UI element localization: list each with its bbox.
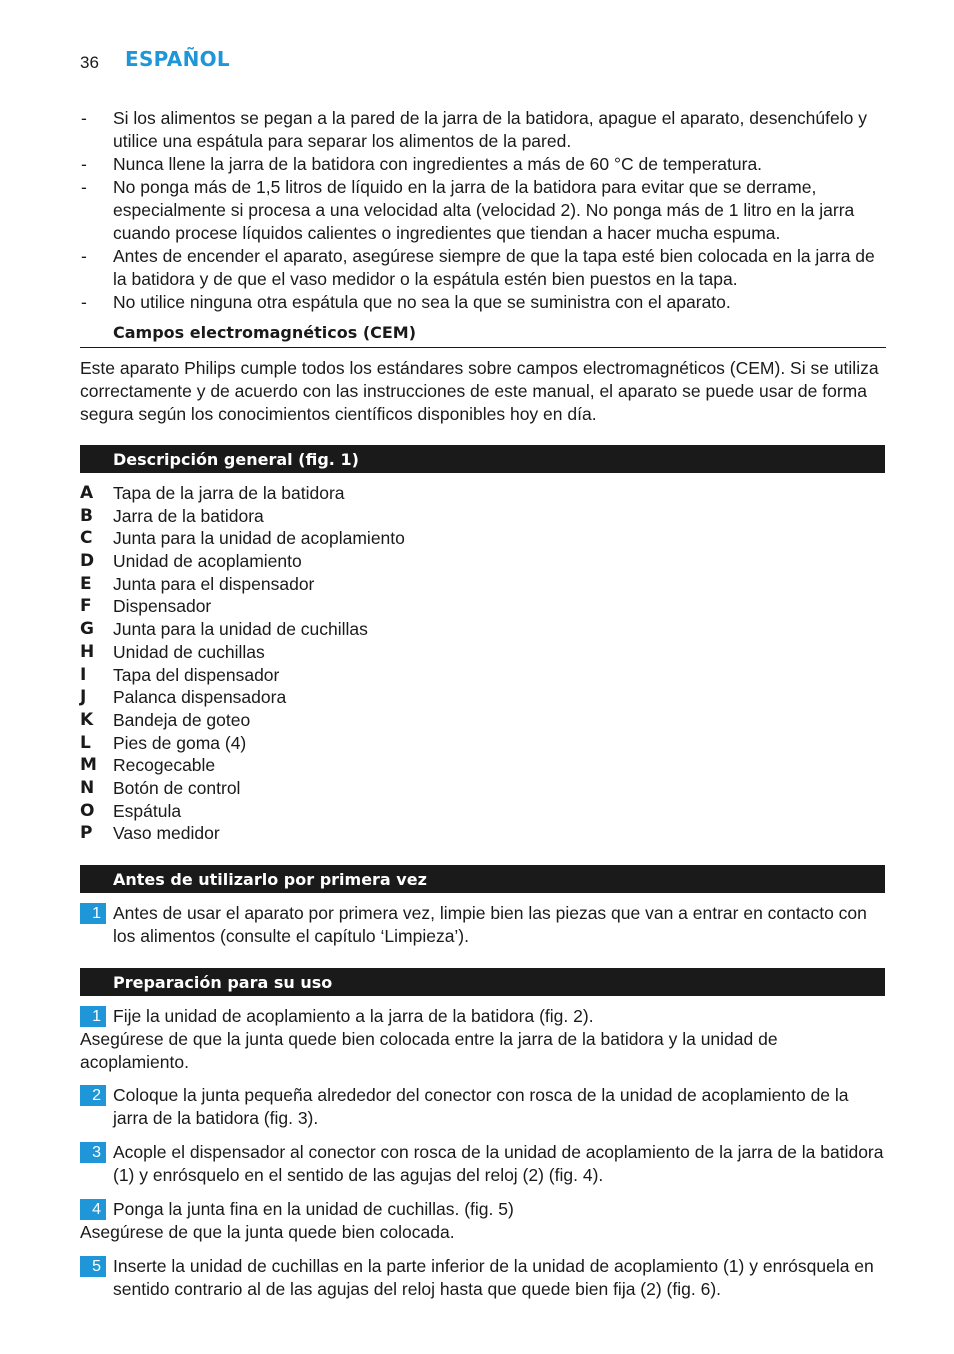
part-item: I Tapa del dispensador: [80, 664, 280, 685]
prep-step-2: 2 Coloque la junta pequeña alrededor del conector con rosca de la unidad de acoplamiento de la jarra de la batidora (fig. 3).: [80, 1084, 886, 1130]
step-number-badge: 1: [80, 1006, 106, 1027]
part-item: K Bandeja de goteo: [80, 709, 251, 730]
part-item: M Recogecable: [80, 755, 216, 776]
part-item: J Palanca dispensadora: [80, 687, 287, 708]
part-item: N Botón de control: [80, 777, 241, 798]
part-item: O Espátula: [80, 800, 182, 821]
step-number-badge: 3: [80, 1142, 106, 1163]
part-item: G Junta para la unidad de cuchillas: [80, 619, 368, 640]
prep-step-3: 3 Acople el dispensador al conector con rosca de la unidad de acoplamiento de la jarra de la batidora (1) y enrósquelo en el sentido de las agujas del reloj (2) (fig. 4).: [80, 1141, 886, 1187]
part-item: E Junta para el dispensador: [80, 573, 315, 594]
step-number-badge: 4: [80, 1199, 106, 1220]
emf-paragraph: Este aparato Philips cumple todos los estándares sobre campos electromagnéticos (CEM). Si se utiliza correctamente y de acuerdo con las instrucciones de este manual, el aparato se puede usar de forma segura según los conocimientos científicos disponibles hoy en día.: [80, 358, 879, 424]
step-note: Asegúrese de que la junta quede bien colocada.: [80, 1222, 455, 1242]
list-item: - Nunca llene la jarra de la batidora con ingredientes a más de 60 °C de temperatura.: [81, 154, 763, 174]
emf-heading: Campos electromagnéticos (CEM): [80, 321, 886, 348]
prep-step-4: 4 Ponga la junta fina en la unidad de cuchillas. (fig. 5) Asegúrese de que la junta quede bien colocada.: [80, 1198, 886, 1244]
section-heading-preparation: Preparación para su uso: [80, 968, 885, 996]
first-use-step-1: 1 Antes de usar el aparato por primera vez, limpie bien las piezas que van a entrar en contacto con los alimentos (consulte el capítulo ‘Limpieza’).: [80, 902, 886, 948]
step-number-badge: 2: [80, 1085, 106, 1106]
part-item: F Dispensador: [80, 596, 212, 617]
step-number-badge: 5: [80, 1256, 106, 1277]
list-item: - Antes de encender el aparato, asegúrese siempre de que la tapa esté bien colocada en la jarra de la batidora y de que el vaso medidor o la espátula estén bien puestos en la tapa.: [81, 246, 875, 289]
part-item: C Junta para la unidad de acoplamiento: [80, 528, 405, 549]
parts-list: [80, 482, 886, 845]
section-heading-first-use: Antes de utilizarlo por primera vez: [80, 865, 885, 893]
list-item: - No ponga más de 1,5 litros de líquido en la jarra de la batidora para evitar que se derrame, especialmente si procesa a una velocidad alta (velocidad 2). No ponga más de 1 litro en la jarra cuando procese líquidos calientes o ingredientes que tiendan a hacer mucha espuma.: [81, 177, 855, 243]
step-number-badge: 1: [80, 903, 106, 924]
part-item: L Pies de goma (4): [80, 732, 247, 753]
list-item: - Si los alimentos se pegan a la pared de la jarra de la batidora, apague el aparato, desenchúfelo y utilice una espátula para separar los alimentos de la pared.: [81, 108, 867, 151]
part-item: H Unidad de cuchillas: [80, 641, 265, 662]
prep-step-5: 5 Inserte la unidad de cuchillas en la parte inferior de la unidad de acoplamiento (1) y enrósquela en sentido contrario al de las agujas del reloj hasta que quede bien fija (2) (fig. 6).: [80, 1255, 886, 1301]
list-item: - No utilice ninguna otra espátula que no sea la que se suministra con el aparato.: [81, 292, 731, 312]
part-item: D Unidad de acoplamiento: [80, 551, 302, 572]
step-note: Asegúrese de que la junta quede bien colocada entre la jarra de la batidora y la unidad de acoplamiento.: [80, 1029, 778, 1072]
part-item: B Jarra de la batidora: [80, 505, 264, 526]
section-heading-overview: Descripción general (fig. 1): [80, 445, 885, 473]
language-title: ESPAÑOL: [125, 47, 230, 71]
warnings-list: [80, 107, 886, 314]
prep-step-1: 1 Fije la unidad de acoplamiento a la jarra de la batidora (fig. 2). Asegúrese de que la junta quede bien colocada entre la jarra de la batidora y la unidad de acoplamiento.: [80, 1005, 886, 1074]
part-item: P Vaso medidor: [80, 823, 220, 844]
page-number: 36: [80, 53, 99, 72]
part-item: A Tapa de la jarra de la batidora: [80, 483, 345, 503]
